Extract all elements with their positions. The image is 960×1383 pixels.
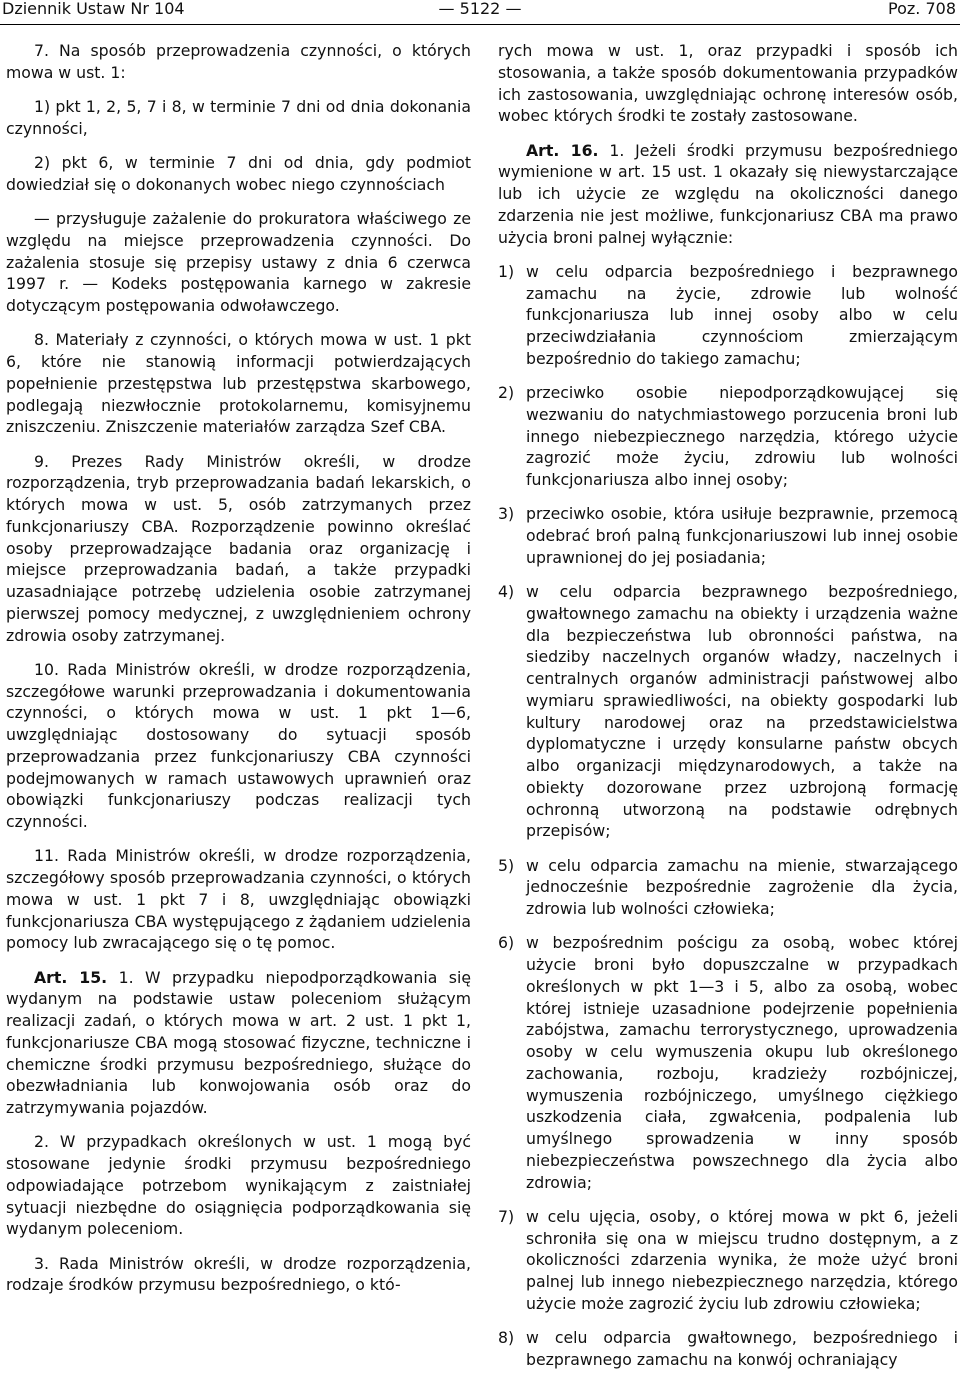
- article-15-para-2: 2. W przypadkach określonych w ust. 1 mogą być stosowane jedynie środki przymusu bezpośredniego odpowiadające potrzebom wynikającym z zaistniałej sytuacji niezbędne do osiągnięcia podporządkowania się wydanym poleceniom.: [6, 1132, 471, 1239]
- journal-title: Dziennik Ustaw Nr 104: [2, 0, 185, 18]
- list-item-number: 6): [498, 933, 515, 953]
- list-item: [498, 1327, 958, 1371]
- list-item: [498, 261, 958, 370]
- right-column: [498, 40, 958, 1383]
- position-number: Poz. 708: [888, 0, 956, 18]
- list-item: [498, 855, 958, 920]
- left-column: [6, 40, 471, 1309]
- page-number: — 5122 —: [438, 0, 522, 18]
- list-item-number: 5): [498, 855, 515, 875]
- list-item-number: 7): [498, 1206, 515, 1226]
- list-item-text: w celu odparcia gwałtownego, bezpośredniego i bezprawnego zamachu na konwój ochraniający: [526, 1328, 958, 1369]
- list-item: [498, 382, 958, 491]
- list-item-number: 3): [498, 504, 515, 524]
- article-15-para-1: [6, 967, 471, 1119]
- list-item: [498, 1206, 958, 1315]
- article-16-para-1-text: 1. Jeżeli środki przymusu bezpośredniego wymienione w art. 15 ust. 1 okazały się niewystarczające lub ich użycie ze względu na okoliczności danego zdarzenia nie jest możliwe, funkcjonariusz CBA ma prawo użycia broni palnej wyłącznie:: [498, 140, 958, 247]
- header-rule: [0, 24, 960, 25]
- list-item-number: 4): [498, 582, 515, 601]
- page-header: [0, 0, 960, 28]
- article-16-label: Art. 16.: [526, 140, 599, 160]
- list-item-number: 2): [498, 383, 515, 402]
- article-15-para-3: 3. Rada Ministrów określi, w drodze rozporządzenia, rodzaje środków przymusu bezpośredniego, o któ-: [6, 1253, 471, 1295]
- list-item: [498, 581, 958, 842]
- article-15-para-3-continued: rych mowa w ust. 1, oraz przypadki i sposób ich stosowania, a także sposób dokumentowania przypadków ich zastosowania, uwzględniając ochronę interesów osób, wobec których środki te zostały zastosowane.: [498, 41, 958, 126]
- paragraph-7-item-2: 2) pkt 6, w terminie 7 dni od dnia, gdy podmiot dowiedział się o dokonanych wobec niego czynnościach: [6, 153, 471, 194]
- paragraph-11: 11. Rada Ministrów określi, w drodze rozporządzenia, szczegółowy sposób przeprowadzania czynności, o których mowa w ust. 1 pkt 7 i 8, uwzględniając obowiązki funkcjonariusza CBA występującego z żądaniem udzielenia pomocy lub zwracającego się o tę pomoc.: [6, 846, 471, 953]
- list-item-text: w celu ujęcia, osoby, o której mowa w pkt 6, jeżeli schroniła się ona w miejscu trudno dostępnym, a z okoliczności zdarzenia wynika, że może użyć broni palnej lub innego niebezpiecznego narzędzia, którego użycie może zagrozić życiu lub zdrowiu człowieka;: [526, 1206, 958, 1313]
- list-item-number: 8): [498, 1328, 515, 1347]
- paragraph-8: 8. Materiały z czynności, o których mowa w ust. 1 pkt 6, które nie stanowią informacji potwierdzających popełnienie przestępstwa lub przestępstwa skarbowego, podlegają niezwłocznie protokolarnemu, komisyjnemu zniszczeniu. Zniszczenie materiałów zarządza Szef CBA.: [6, 330, 471, 437]
- list-item-text: w celu odparcia bezprawnego bezpośredniego, gwałtownego zamachu na obiekty i urządzenia ważne dla bezpieczeństwa lub obronności państwa, na siedziby naczelnych organów władzy, naczelnych i centralnych organów administracji państwowej albo wymiaru sprawiedliwości, na obiekty gospodarki lub kultury narodowej oraz na przedstawicielstwa dyplomatyczne i urzędy konsularne państw obcych albo organizacji międzynarodowych, a także na obiekty dozorowane przez uzbrojoną formację ochronną utworzoną na podstawie odrębnych przepisów;: [526, 582, 958, 841]
- list-item-text: w celu odparcia bezpośredniego i bezprawnego zamachu na życie, zdrowie lub wolność funkcjonariusza lub innej osoby albo w celu przeciwdziałania czynnościom zmierzającym bezpośrednio do takiego zamachu;: [526, 261, 958, 368]
- paragraph-7: 7. Na sposób przeprowadzenia czynności, o których mowa w ust. 1:: [6, 41, 471, 82]
- list-item-text: w celu odparcia zamachu na mienie, stwarzającego jednocześnie bezpośrednie zagrożenie dla życia, zdrowia lub wolności człowieka;: [526, 855, 958, 918]
- paragraph-7-tail: — przysługuje zażalenie do prokuratora właściwego ze względu na miejsce przeprowadzenia czynności. Do zażalenia stosuje się przepisy ustawy z dnia 6 czerwca 1997 r. — Kodeks postępowania karnego w zakresie dotyczącym postępowania odwoławczego.: [6, 209, 471, 315]
- list-item-text: przeciwko osobie niepodporządkowującej się wezwaniu do natychmiastowego porzucenia broni lub innego niebezpiecznego narzędzia, którego użycie zagrozić może życiu, zdrowiu lub wolności funkcjonariusza albo innej osoby;: [526, 383, 958, 489]
- paragraph-7-item-1: 1) pkt 1, 2, 5, 7 i 8, w terminie 7 dni od dnia dokonania czynności,: [6, 97, 471, 138]
- list-item: [498, 932, 958, 1193]
- article-16-para-1: [498, 140, 958, 249]
- paragraph-10: 10. Rada Ministrów określi, w drodze rozporządzenia, szczegółowe warunki przeprowadzania i dokumentowania czynności, o których mowa w ust. 1 pkt 1—6, uwzględniając dostosowany do sytuacji sposób przeprowadzania przez funkcjonariuszy CBA czynności podejmowanych w ramach ustawowych uprawnień oraz obowiązki funkcjonariuszy podczas realizacji tych czynności.: [6, 659, 471, 831]
- list-item-text: w bezpośrednim pościgu za osobą, wobec której użycie broni było dopuszczalne w przypadkach określonych w pkt 1—3 i 5, albo za osobą, wobec której istnieje uzasadnione podejrzenie popełnienia zabójstwa, zamachu terrorystycznego, uprowadzenia osoby w celu wymuszenia okupu lub określonego zachowania, rozboju, kradzieży rozbójniczej, wymuszenia rozbójniczego, umyślnego ciężkiego uszkodzenia ciała, zgwałcenia, podpalenia lub umyślnego sprowadzenia w inny sposób niebezpieczeństwa powszechnego dla życia albo zdrowia;: [526, 933, 958, 1192]
- list-item-text: przeciwko osobie, która usiłuje bezprawnie, przemocą odebrać broń palną funkcjonariuszowi lub innej osobie uprawnionej do jej posiadania;: [526, 504, 958, 567]
- list-item-number: 1): [498, 261, 515, 281]
- article-15-label: Art. 15.: [34, 967, 108, 987]
- paragraph-9: 9. Prezes Rady Ministrów określi, w drodze rozporządzenia, tryb przeprowadzania badań lekarskich, o których mowa w ust. 5, osób zatrzymanych przez funkcjonariuszy CBA. Rozporządzenie powinno określać osoby przeprowadzające badania oraz organizację i miejsce przeprowadzania badań, a także przypadki uzasadniające potrzebę udzielenia osobie zatrzymanej pierwszej pomocy medycznej, z uwzględnieniem ochrony zdrowia osoby zatrzymanej.: [6, 451, 471, 645]
- article-15-para-1-text: 1. W przypadku niepodporządkowania się wydanym na podstawie ustaw poleceniom służącym realizacji zadań, o których mowa w art. 2 ust. 1 pkt 1, funkcjonariusze CBA mogą stosować fizyczne, techniczne i chemiczne środki przymusu bezpośredniego, służące do obezwładniania lub konwojowania osób oraz do zatrzymywania pojazdów.: [6, 967, 471, 1117]
- list-item: [498, 503, 958, 568]
